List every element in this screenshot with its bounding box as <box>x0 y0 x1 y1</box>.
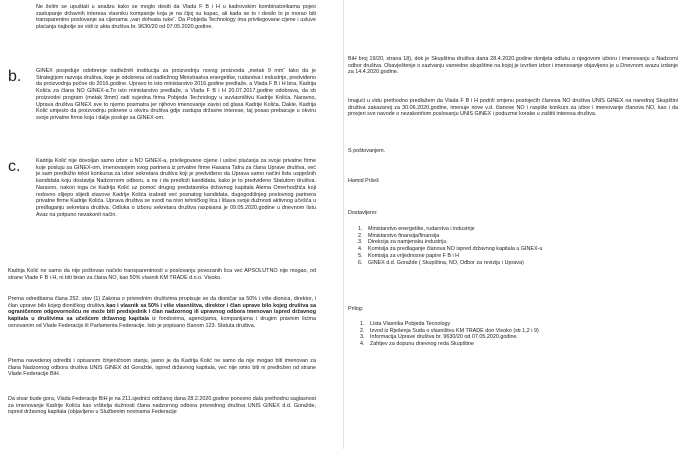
right-page <box>348 0 688 449</box>
paragraph-3: Prema navedenoj odredbi i opisanom činjeničnom stanju, jasno je da Kadrija Kolić ne samo da nije mogao biti imenovan za člana Nadzornog odbora društva UNIS GINEX dd Goražde, ispred državnog kapitala, već nije smio biti ni predložen od strane Vlade Federacije BiH. <box>8 358 316 378</box>
intro-paragraph: Ne želim se upuštati u analizu kako se moglo desiti da Vlada F B i H u kadrovskim kombinatorikama pojeo zastupanje državnih interesa vlasniku kompanije koja je na čijoj su kupac, ali kada se to i desilo to je morao biti transparentno poslovanje sa cijenama „van dohvata ruke“. Da Pobjeda Technology ima privilegovane cijene i usluve plaćanja najbolje se vidi iz akta društva br. 9630/20 od 07.05.2020.godine. <box>36 4 316 31</box>
recipient-item: 6. GINEX d.d. Goražde ( Skupština, NO, Odbor za reviziju i Uprava) <box>358 259 524 266</box>
recipient-item: 2. Ministarstvo finansija/finansija <box>358 232 440 239</box>
paragraph-2-pre: Prema odredbama člana 252. stav (1) Zakona o privrednim društvima propisuje se da dioničar sa 50% i više dionica, direktor, i član uprave bilo kojeg dioničkog društva <box>8 296 316 309</box>
paragraph-4: Da stvar bude gora, Vlada Federacije BiH je na 211.sjednici održanoj dana 28.2.2020.godine ponovno dala prethodnu saglasnost za imenovanje Kadrije Kolića kao vršitelja dužnosti člana nadzornog odbora privrednog društva UNIS GINEX d.d. Goražde, ispred državnog kapitala (objavljeno u Službenim novinama Federacije <box>8 396 316 416</box>
attachment-item: 4. Zahtjev za dopunu dnevnog reda Skupštine <box>360 341 474 348</box>
paragraph-1: Kadrija Kolić ne samo da nije poštovao načelo transparentnosti u poslovanju povezanih lica već APSOLUTNO nije mogao, od strane Vlade F B i H, ni biti biran za člana NO, kao 50% vlasnik KM TRADE d.o.o. Visoko. <box>8 268 316 281</box>
item-b-text: GINEX posjeduje odobrenje nadležnih institucija za proizvodnju novog proizvoda „metak 9 mm“ tako da je Strategijom razvoja društva, koje je odobrena od nadležnog Ministrastva energetike, rudarstva i industrije, predviđeno da proizvodnja počne do 2016.godine. Upravo to isto ministarstvo 2016.godine predlaže, a Vlada F B i H bira, Kadrija Kolića za člana NO GINEX-a.To isto ministarstvo predlaže, a Vlada F B i H 20.07.2017.godine odobrava, da sb proizvodni program (metak 9mm) radi sujedna firma Pobjeda Technology u suvlasništvu Kadrije Kolića. Naravno, Uprava društva GINEX sve to njemo posmatra jer njihovo imenovanje zavisi od glasa Kadrije Kolića. Dakle, Kadrija Kolić umjesto da proizvodnju pokrene u okviru društva gdje zastupa državne interese, taj posao prebacuje u okviru svoje privatne firme koja i dalje posluje sa GINEX-om. <box>36 68 316 121</box>
item-c-text: Kadrija Kolić nije dovoljan samo izbor u NO GINEX-a, privilegovane cijene i uslovi plaćanja za svoje privatne firme koje posluju sa GINEX-om, imenovanjem svog partnera iz privatne firme Hasana Tafra za člana Uprave društva, već je sam predložio tekst konkursa za izbor sekretara društva koji je predviđeno da Uprava samo načini listu uspješnih kandidata koju dostavlja Nadzornom odboru, a ne i da predloži kandidata, kako je to predviđeno Statutom društva. Naravno, nakon toga će Kadrija Kolić uz pomoć drugog predstavnika državnog kapitala Alema Omerhodžića koji redovno slijepo slijedi stavove Kadrije Kolića izabrati već poznatog kandidata, dugogodišnjeg poslovnog partnera privatne firme Kadrije Kolića. Uprava društva se svodi na nivo tehničkog lica i lišava svoje dužnosti aktivnog učešća u predlaganju sekretara društva. Odluka o izboru sekretara društva raspisana je 09.05.2020.godine u dnevnom listu Avaz na potpuno nezakonit način. <box>36 158 316 218</box>
recipient-item: 3. Direkcija za namjensku industriju <box>358 239 447 246</box>
continuation-block <box>348 56 678 76</box>
recipients-heading-block <box>348 210 548 217</box>
paragraph-4-block <box>8 396 316 416</box>
item-c <box>8 158 316 218</box>
request-block <box>348 98 678 118</box>
intro-block <box>36 4 316 31</box>
page-divider <box>343 0 344 449</box>
signature-name: Hamid Prŝeš <box>348 178 379 184</box>
paragraph-1-block <box>8 268 316 281</box>
attachment-item: 2. Izvod iz Rješenja Suda o vlasništvu KM TRADE doo Visoko (str.1,2 i 9) <box>360 327 539 334</box>
paragraph-3-block <box>8 358 316 378</box>
greeting: S poštovanjem. <box>348 148 386 154</box>
attachments-list <box>360 321 678 348</box>
attachments-heading-block <box>348 306 548 313</box>
recipients-list <box>358 226 678 266</box>
attachments-heading: Prilog: <box>348 306 364 312</box>
attachment-item: 3. Informacija Uprave društva br. 9630/20 od 07.05.2020.godine. <box>360 334 519 341</box>
attachment-item: 1. Lista Vlasnika Pobjeda Tecnology <box>360 321 451 327</box>
paragraph-2 <box>8 296 316 330</box>
request-paragraph: Imajući u vidu prethodno predlažem da Vlada F B i H podrži smjenu postojećih članova NO društva UNIS GINEX na narednoj Skupštini društva zakazanoj za 30.06.2020.godine, imenuje nove v.d. članove NO i raspiše konkurs za izbor i imenovanje članova NO, kao i da provjeri sve navode o nezakonitom poslovanju UNIS GINEX i poduzme korake u zaštiti interesa društva. <box>348 98 678 118</box>
recipient-item: 1. Ministarstvo energetike, rudarstva i industrije <box>358 226 475 232</box>
paragraph-2-block <box>8 296 316 330</box>
recipient-item: 4. Komisija za predlaganje članova NO ispred državnog kapitala u GINEX-u <box>358 246 543 253</box>
item-b <box>8 68 316 122</box>
paragraph-2-bold: kao i vlasnik sa 50% i više vlasništva, direktor i član uprave bilo kojeg društva sa ograničenom odgovornošću ne može biti predsjednik i član nadzornog ili upravnog odbora imenovan ispred državnog kapitala u društvima sa učešćem državnog kapitala <box>8 302 316 323</box>
greeting-block <box>348 148 548 155</box>
left-page <box>0 0 330 449</box>
item-b-marker: b. <box>8 68 22 85</box>
continuation-paragraph: BiH broj 19/20, strana 18), dok je Skupština društva dana 28.4.2020.godine donijela odluku o njegovom izboru i imenovanju u Nadzorni odbor društva. Obavještenje o sazivanju vanredne skupštine na kojoj je izvršen izbor i imenovanje objavljeno je u Dnevnom avazu izdanje za 14.4.2020.godine. <box>348 56 678 76</box>
paragraph-2-post: iz fondovima, agencijama, kompanijama i drugim pravnim licima osnovanim od Vlade Federacije ili Parlamenta Federacije. Isto je popisano članom 123. Statuta društva. <box>8 316 316 329</box>
signature-block <box>348 178 548 185</box>
recipient-item: 5. Komisija za vrijednosne papire F B i H <box>358 252 460 259</box>
item-c-marker: c. <box>8 158 21 175</box>
recipients-heading: Dostavljeno: <box>348 210 378 216</box>
